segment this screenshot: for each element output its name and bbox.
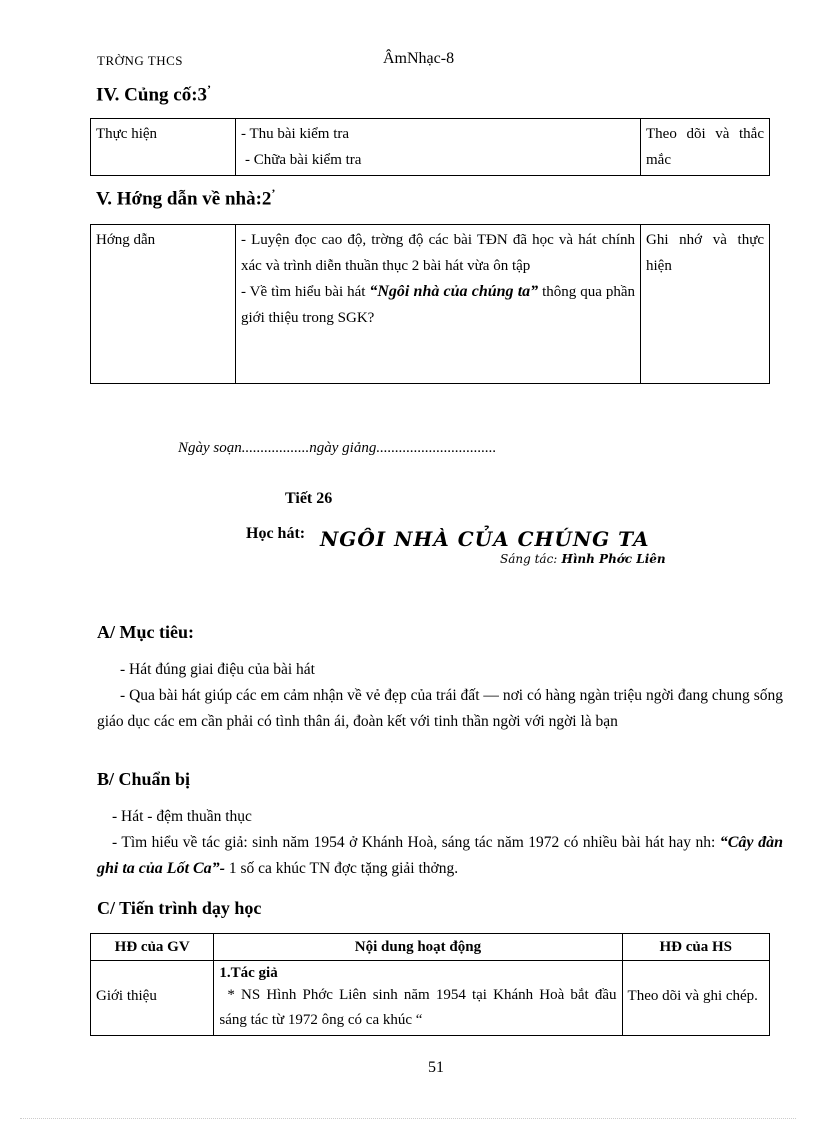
objective-1: - Hát đúng giai điệu của bài hát [120, 661, 315, 678]
date-line: Ngày soạn..................ngày giảng................................ [178, 440, 497, 456]
section-a-title: A/ Mục tiêu: [97, 622, 194, 642]
table-cell: Theo dõi và thắc mắc [641, 119, 770, 176]
table-cell: - Thu bài kiểm tra - Chữa bài kiểm tra [236, 119, 641, 176]
lesson-number: Tiết 26 [285, 490, 333, 507]
prep-1: - Hát - đệm thuần thục [112, 808, 252, 825]
song-title: NGÔI NHÀ CỦA CHÚNG TA [320, 527, 650, 551]
subject-header: ÂmNhạc-8 [383, 50, 455, 67]
section-4-table [90, 118, 770, 176]
header-hs: HĐ của HS [622, 934, 769, 961]
school-header: TRỜNG THCS [97, 53, 184, 68]
hoc-hat-label: Học hát: [246, 525, 306, 542]
header-gv: HĐ của GV [91, 934, 214, 961]
table-cell: Ghi nhớ và thực hiện [641, 225, 770, 384]
section-c-title: C/ Tiến trình dạy học [97, 898, 262, 918]
table-header-row [91, 934, 770, 961]
section-c-table [90, 933, 770, 1036]
table-cell: Giới thiệu [91, 961, 214, 1036]
table-cell: Hớng dẫn [91, 225, 236, 384]
section-5-table [90, 224, 770, 384]
prep-2: - Tìm hiểu về tác giả: sinh năm 1954 ở Khánh Hoà, sáng tác năm 1972 có nhiều bài hát hay nh: “Cây đàn ghi ta của Lốt Ca”- 1 số ca khúc TN đợc tặng giải thởng. [97, 834, 784, 877]
table-cell: - Luyện đọc cao độ, trờng độ các bài TĐN đã học và hát chính xác và trình diễn thuần thục 2 bài hát vừa ôn tập - Về tìm hiểu bài hát “Ngôi nhà của chúng ta” thông qua phần giới thiệu trong SGK? [236, 225, 641, 384]
objective-2: - Qua bài hát giúp các em cảm nhận về vẻ đẹp của trái đất — nơi có hàng ngàn triệu ngời đang chung sống giáo dục các em cần phải có tình thân ái, đoàn kết với tinh thần ngời với ngời là bạn [97, 687, 783, 730]
table-cell: Theo dõi và ghi chép. [622, 961, 769, 1036]
table-cell: 1.Tác giả * NS Hình Phớc Liên sinh năm 1954 tại Khánh Hoà bắt đầu sáng tác từ 1972 ông có ca khúc “ [214, 961, 622, 1036]
table-row [91, 961, 770, 1036]
table-cell: Thực hiện [91, 119, 236, 176]
section-b-title: B/ Chuẩn bị [97, 769, 191, 789]
table-row [91, 119, 770, 176]
header-content: Nội dung hoạt động [214, 934, 622, 961]
page-number: 51 [428, 1059, 444, 1076]
table-row [91, 225, 770, 384]
composer-line: Sáng tác: Hình Phớc Liên [500, 552, 666, 566]
footer-divider [20, 1118, 796, 1119]
section-4-title: IV. Củng cố:3’ [96, 82, 212, 106]
section-5-title: V. Hớng dẫn về nhà:2’ [96, 186, 276, 210]
